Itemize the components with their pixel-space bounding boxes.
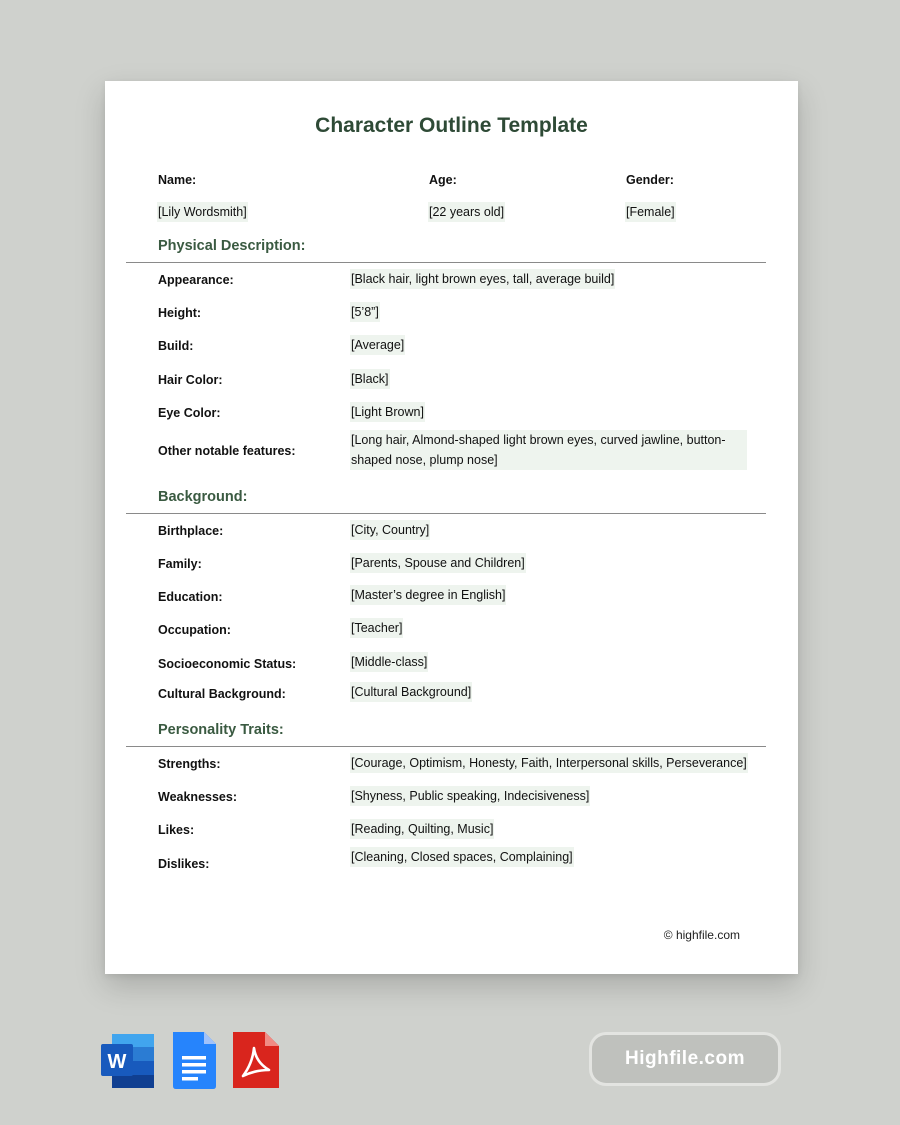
field-value-strengths[interactable]: [Courage, Optimism, Honesty, Faith, Interpersonal skills, Perseverance] [350, 753, 748, 773]
document-page [105, 81, 798, 974]
gender-value[interactable]: [Female] [625, 202, 676, 222]
field-value-appearance[interactable]: [Black hair, light brown eyes, tall, average build] [350, 269, 615, 289]
field-label-dislikes: Dislikes: [158, 857, 210, 871]
copyright-text: © highfile.com [663, 928, 740, 942]
pdf-icon[interactable] [229, 1030, 285, 1090]
word-icon[interactable] [100, 1030, 156, 1090]
field-label-cultural: Cultural Background: [158, 687, 286, 701]
section-heading-background: Background: [158, 489, 248, 505]
field-label-other-features: Other notable features: [158, 444, 296, 458]
field-label-eye-color: Eye Color: [158, 406, 221, 420]
field-label-likes: Likes: [158, 823, 195, 837]
field-value-socioeconomic[interactable]: [Middle-class] [350, 652, 428, 672]
section-divider [126, 262, 766, 263]
highfile-link-button[interactable]: Highfile.com [592, 1035, 778, 1083]
field-label-build: Build: [158, 339, 194, 353]
field-value-education[interactable]: [Master’s degree in English] [350, 585, 506, 605]
field-label-family: Family: [158, 557, 202, 571]
svg-text:W: W [107, 1051, 127, 1073]
field-value-other-features[interactable]: [Long hair, Almond-shaped light brown eyes, curved jawline, button-shaped nose, plump nose] [350, 430, 747, 470]
page-title: Character Outline Template [315, 114, 588, 137]
field-value-likes[interactable]: [Reading, Quilting, Music] [350, 819, 494, 839]
field-value-build[interactable]: [Average] [350, 335, 405, 355]
field-label-education: Education: [158, 590, 223, 604]
gender-label: Gender: [626, 173, 674, 187]
field-label-height: Height: [158, 306, 202, 320]
field-value-eye-color[interactable]: [Light Brown] [350, 402, 425, 422]
field-value-occupation[interactable]: [Teacher] [350, 618, 403, 638]
age-label: Age: [429, 173, 457, 187]
section-heading-personality: Personality Traits: [158, 722, 284, 738]
field-label-strengths: Strengths: [158, 757, 221, 771]
name-value[interactable]: [Lily Wordsmith] [157, 202, 248, 222]
google-docs-icon[interactable] [168, 1030, 224, 1090]
field-value-cultural[interactable]: [Cultural Background] [350, 682, 472, 702]
field-value-weaknesses[interactable]: [Shyness, Public speaking, Indecisiveness] [350, 786, 590, 806]
field-value-dislikes[interactable]: [Cleaning, Closed spaces, Complaining] [350, 847, 574, 867]
section-heading-physical: Physical Description: [158, 238, 306, 254]
section-divider [126, 746, 766, 747]
field-value-birthplace[interactable]: [City, Country] [350, 520, 430, 540]
field-value-height[interactable]: [5’8”] [350, 302, 380, 322]
name-label: Name: [158, 173, 197, 187]
field-label-hair-color: Hair Color: [158, 373, 223, 387]
field-value-hair-color[interactable]: [Black] [350, 369, 390, 389]
field-label-appearance: Appearance: [158, 273, 234, 287]
field-value-family[interactable]: [Parents, Spouse and Children] [350, 553, 526, 573]
section-divider [126, 513, 766, 514]
field-label-occupation: Occupation: [158, 623, 231, 637]
field-label-birthplace: Birthplace: [158, 524, 224, 538]
field-label-socioeconomic: Socioeconomic Status: [158, 657, 297, 671]
age-value[interactable]: [22 years old] [428, 202, 505, 222]
field-label-weaknesses: Weaknesses: [158, 790, 237, 804]
